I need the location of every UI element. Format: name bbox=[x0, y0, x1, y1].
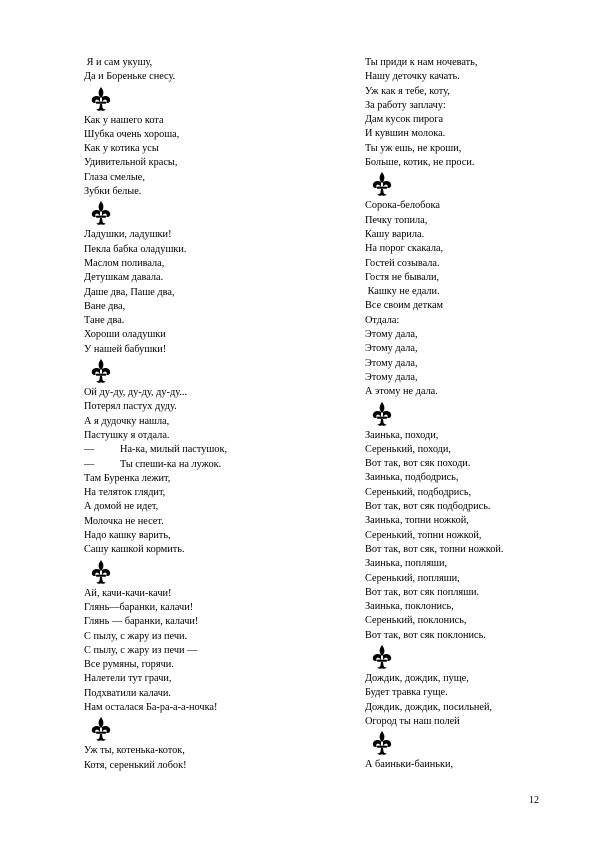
verse-line: Там Буренка лежит, bbox=[84, 472, 171, 484]
right-column bbox=[365, 56, 575, 772]
verse-line: На теляток глядит, bbox=[84, 487, 166, 499]
verse-line: Уж ты, котенька-коток, bbox=[84, 745, 185, 757]
page-number: 12 bbox=[529, 795, 539, 806]
verse-line: А домой не идет, bbox=[84, 501, 159, 513]
verse-line: Даше два, Паше два, bbox=[84, 286, 175, 298]
verse-line: Заинька, топни ножкой, bbox=[365, 515, 469, 527]
verse-line: Нашу деточку качать. bbox=[365, 71, 460, 83]
verse-line: Вот так, вот сяк попляши. bbox=[365, 586, 480, 598]
verse-line: На порог скакала, bbox=[365, 243, 444, 255]
fleur-de-lis-icon bbox=[90, 200, 334, 226]
verse-line: Я и сам укушу, bbox=[84, 57, 153, 68]
verse-line: Детушкам давала. bbox=[84, 272, 164, 284]
verse-line: Гостя не бывали, bbox=[365, 271, 440, 283]
verse-block bbox=[365, 56, 575, 170]
verse-line: Как у котика усы bbox=[84, 143, 159, 155]
verse-line: Уж как я тебе, коту, bbox=[365, 85, 450, 97]
verse-line: Сашу кашкой кормить. bbox=[84, 544, 185, 556]
verse-line: Ване два, bbox=[84, 300, 126, 312]
verse-line: Дождик, дождик, пуще, bbox=[365, 672, 469, 684]
verse-line: Все своим деткам bbox=[365, 300, 444, 312]
verse-line: Серенький, топни ножкой, bbox=[365, 529, 482, 541]
verse-line: Подхватили калачи. bbox=[84, 687, 172, 699]
fleur-de-lis-icon bbox=[90, 716, 334, 742]
verse-line: Ой ду-ду, ду-ду, ду-ду... bbox=[84, 387, 188, 399]
verse-line: Маслом поливала, bbox=[84, 257, 165, 269]
verse-line: А баиньки-баиньки, bbox=[365, 759, 454, 771]
verse-block bbox=[84, 386, 334, 558]
verse-line: Все румяны, горячи. bbox=[84, 659, 174, 671]
verse-block bbox=[365, 429, 575, 643]
verse-line: Ты уж ешь, не кроши, bbox=[365, 142, 462, 154]
verse-line: Этому дала, bbox=[365, 357, 418, 369]
verse-line: С пылу, с жару из печи. bbox=[84, 630, 188, 642]
fleur-de-lis-icon bbox=[90, 559, 334, 585]
verse-line: Вот так, вот сяк поклонись. bbox=[365, 629, 486, 641]
verse-line: Да и Бореньке снесу. bbox=[84, 71, 176, 83]
left-column bbox=[84, 56, 334, 773]
fleur-de-lis-icon bbox=[371, 171, 575, 197]
verse-line: Глянь—баранки, калачи! bbox=[84, 601, 194, 613]
verse-line: Этому дала, bbox=[365, 343, 418, 355]
verse-block bbox=[84, 587, 334, 716]
verse-line: Гостей созывала. bbox=[365, 257, 440, 269]
verse-block bbox=[365, 672, 575, 729]
verse-line: А этому не дала. bbox=[365, 386, 438, 398]
verse-line: А я дудочку нашла, bbox=[84, 415, 170, 427]
fleur-de-lis-icon bbox=[371, 730, 575, 756]
verse-line: Серенький, походи, bbox=[365, 443, 451, 455]
verse-line: Пастушку я отдала. bbox=[84, 429, 170, 441]
verse-line: Ладушки, ладушки! bbox=[84, 229, 172, 241]
verse-line: Налетели тут грачи, bbox=[84, 673, 172, 685]
verse-line: Заинька, поклонись, bbox=[365, 601, 454, 613]
verse-line: Вот так, вот сяк, топни ножкой. bbox=[365, 543, 504, 555]
verse-line: Глянь — баранки, калачи! bbox=[84, 616, 199, 628]
fleur-de-lis-icon bbox=[90, 358, 334, 384]
verse-line: Вот так, вот сяк походи. bbox=[365, 458, 471, 470]
verse-line: Потерял пастух дуду. bbox=[84, 401, 177, 413]
verse-line: Надо кашку варить, bbox=[84, 530, 171, 542]
verse-line: — На-ка, милый пастушок, bbox=[84, 444, 228, 456]
verse-line: Нам осталася Ба-ра-а-а-ночка! bbox=[84, 701, 218, 713]
verse-line: За работу заплачу: bbox=[365, 99, 446, 111]
verse-line: Будет травка гуще. bbox=[365, 687, 448, 699]
verse-line: И кувшин молока. bbox=[365, 128, 446, 140]
verse-line: Этому дала, bbox=[365, 371, 418, 383]
verse-line: Дам кусок пирога bbox=[365, 114, 444, 126]
verse-line: Кашку не едали. bbox=[365, 286, 440, 298]
verse-block bbox=[84, 114, 334, 200]
verse-line: Глаза смелые, bbox=[84, 171, 145, 183]
verse-line: Как у нашего кота bbox=[84, 114, 164, 126]
verse-line: Кашу варила. bbox=[365, 228, 425, 240]
verse-block bbox=[84, 56, 334, 85]
verse-line: Вот так, вот сяк подбодрись. bbox=[365, 501, 491, 513]
verse-line: — Ты спеши-ка на лужок. bbox=[84, 458, 222, 470]
verse-line: Отдала: bbox=[365, 314, 400, 326]
verse-line: Котя, серенький лобок! bbox=[84, 759, 187, 771]
verse-line: Удивительной красы, bbox=[84, 157, 178, 169]
verse-block bbox=[365, 199, 575, 399]
verse-line: Огород ты наш полей bbox=[365, 715, 460, 727]
verse-line: Тане два. bbox=[84, 315, 125, 327]
verse-line: Заинька, попляши, bbox=[365, 558, 448, 570]
verse-block bbox=[84, 744, 334, 773]
verse-line: Серенький, поклонись, bbox=[365, 615, 467, 627]
verse-line: Шубка очень хороша, bbox=[84, 128, 180, 140]
verse-line: С пылу, с жару из печи — bbox=[84, 644, 198, 656]
verse-line: Печку топила, bbox=[365, 214, 428, 226]
verse-line: Пекла бабка оладушки. bbox=[84, 243, 187, 255]
verse-block bbox=[365, 758, 575, 772]
verse-line: У нашей бабушки! bbox=[84, 343, 167, 355]
fleur-de-lis-icon bbox=[371, 401, 575, 427]
verse-line: Ай, качи-качи-качи! bbox=[84, 587, 172, 599]
verse-line: Серенький, попляши, bbox=[365, 572, 460, 584]
verse-block bbox=[84, 228, 334, 357]
verse-line: Заинька, походи, bbox=[365, 429, 439, 441]
verse-line: Сорока-белобока bbox=[365, 200, 440, 212]
verse-line: Этому дала, bbox=[365, 329, 418, 341]
verse-line: Зубки белые. bbox=[84, 186, 142, 198]
verse-line: Больше, котик, не проси. bbox=[365, 157, 475, 169]
fleur-de-lis-icon bbox=[371, 644, 575, 670]
verse-line: Хороши оладушки bbox=[84, 329, 166, 341]
verse-line: Дождик, дождик, посильней, bbox=[365, 701, 493, 713]
verse-line: Серенький, подбодрись, bbox=[365, 486, 472, 498]
fleur-de-lis-icon bbox=[90, 86, 334, 112]
verse-line: Ты приди к нам ночевать, bbox=[365, 57, 478, 68]
verse-line: Заинька, подбодрись, bbox=[365, 472, 459, 484]
verse-line: Молочка не несет. bbox=[84, 515, 164, 527]
